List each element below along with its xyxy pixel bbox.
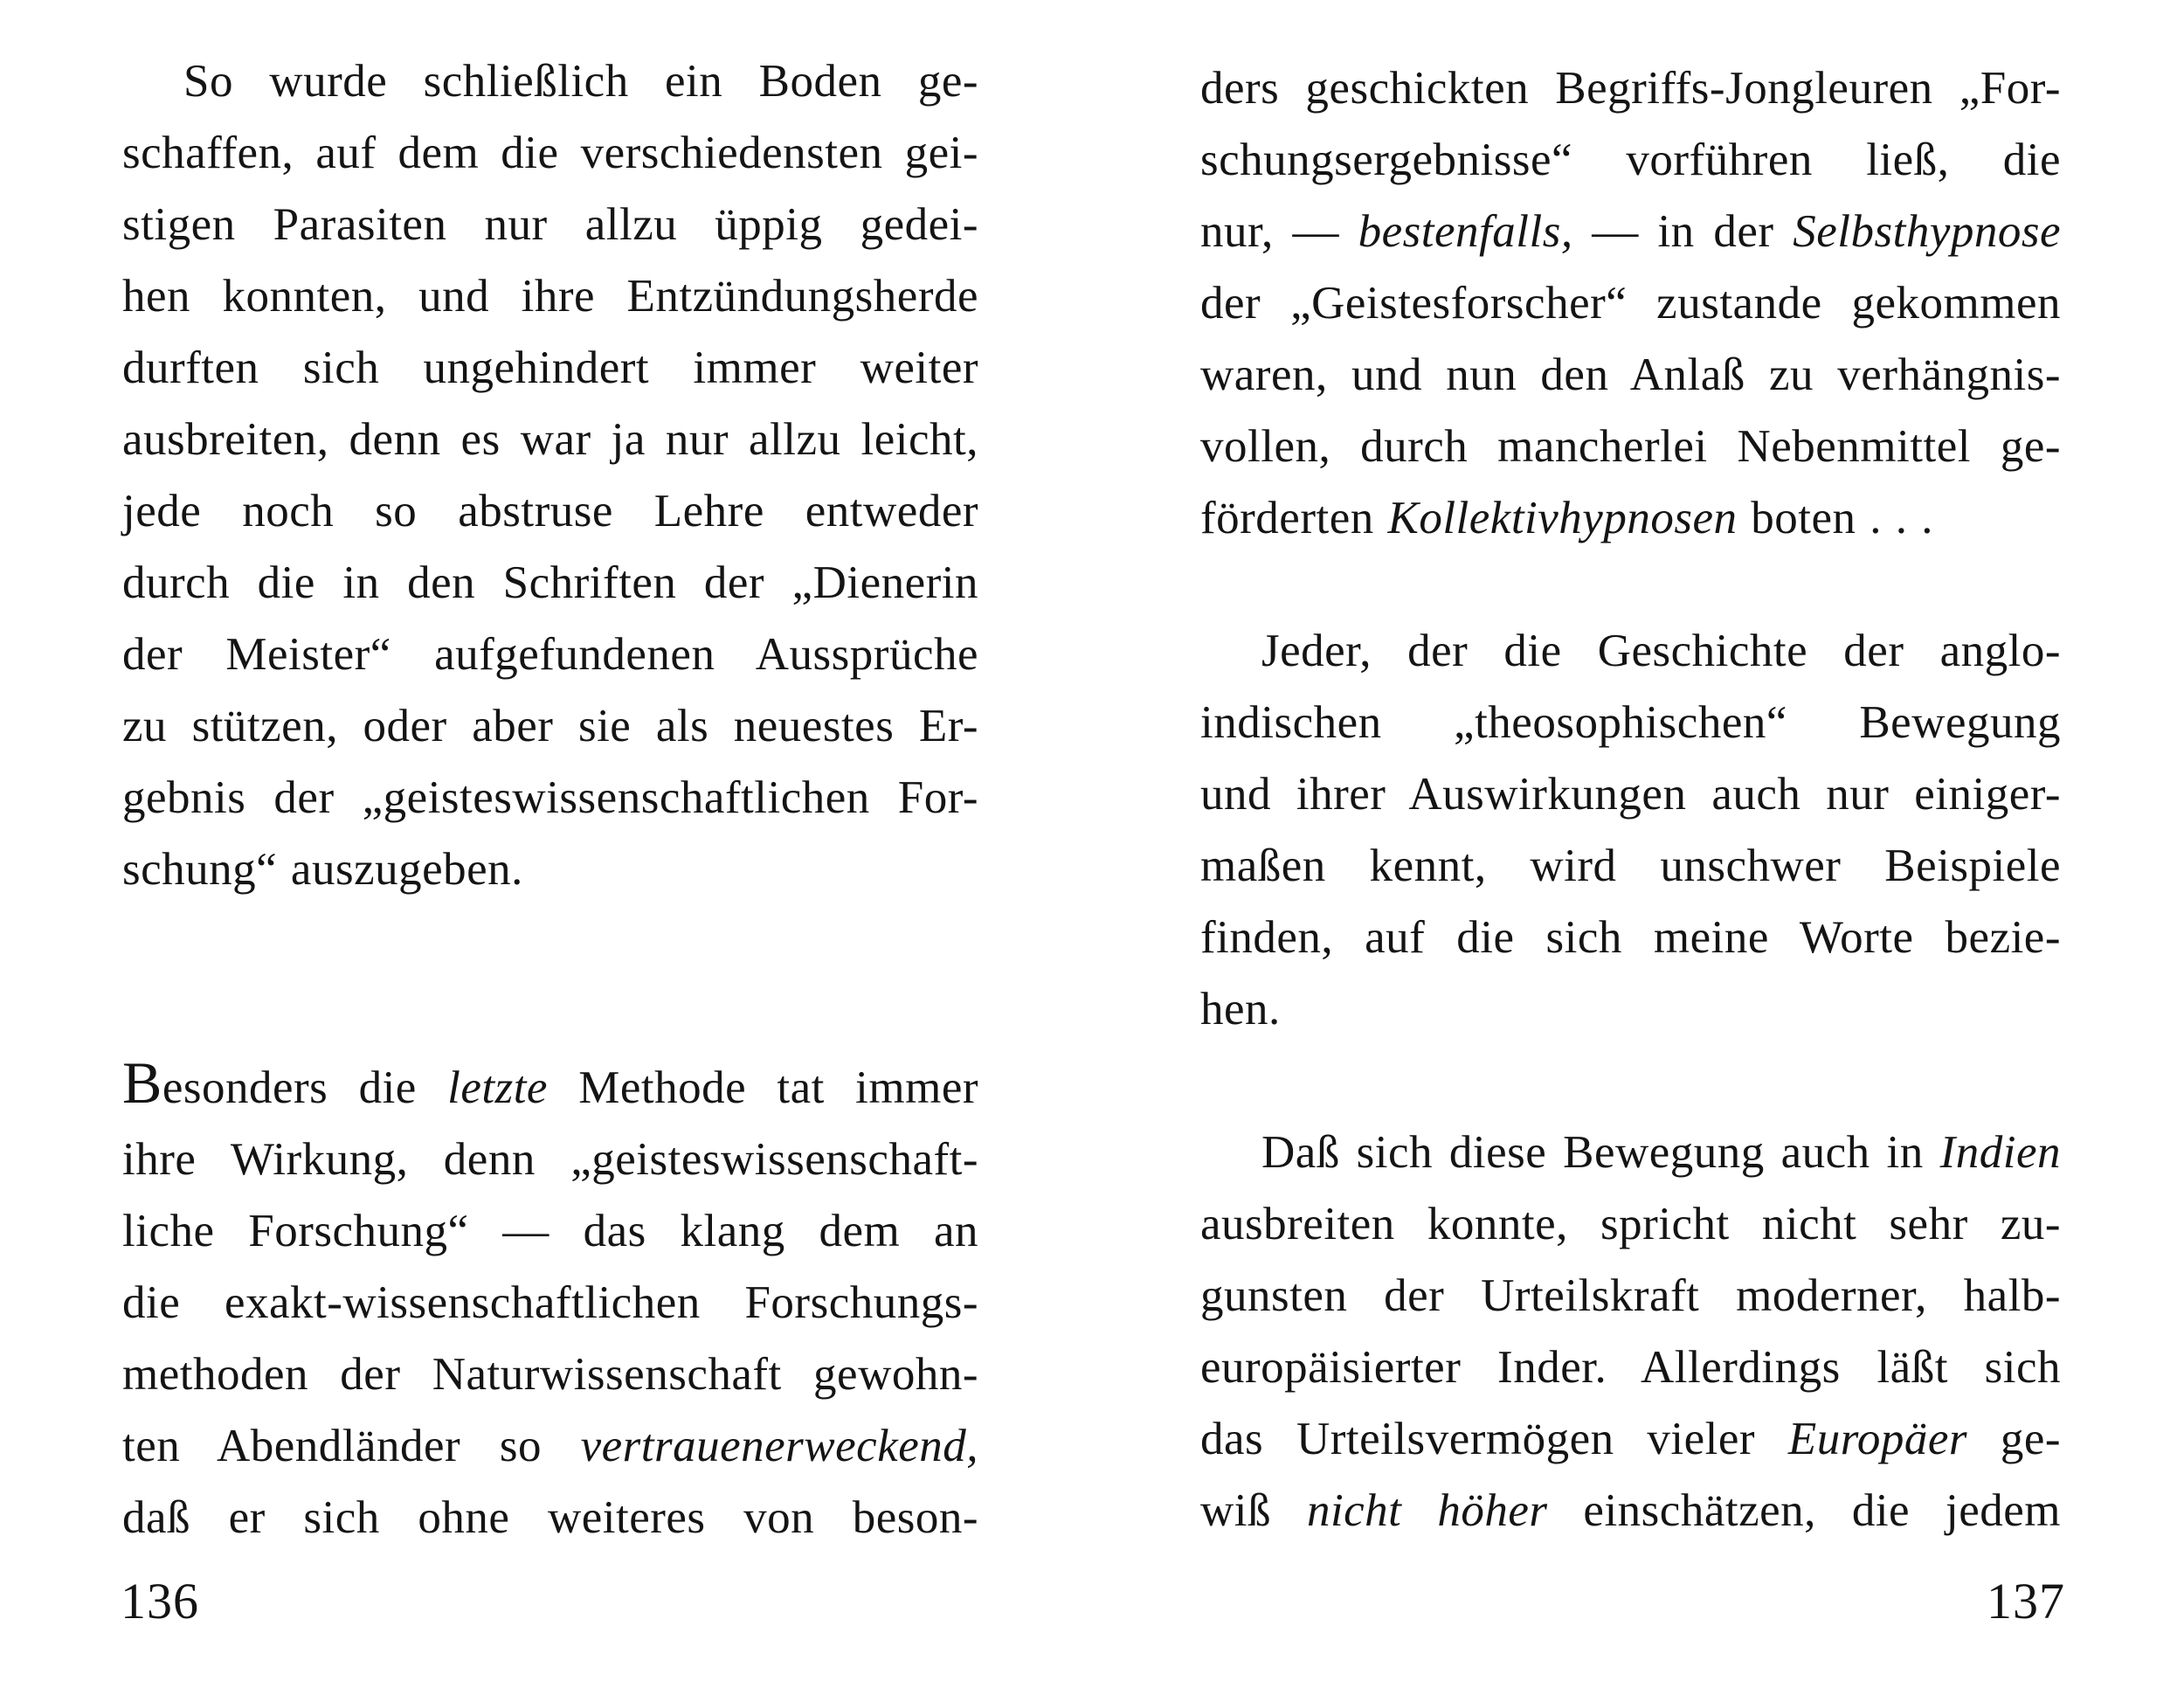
- text-line: der „Geistesforscher“ zustande gekommen: [1200, 278, 2061, 329]
- text-line: gunsten der Urteilskraft moderner, halb-: [1200, 1270, 2061, 1321]
- text-segment: Daß sich diese Bewegung auch in: [1261, 1127, 1940, 1178]
- text-line: maßen kennt, wird unschwer Beispiele: [1200, 841, 2061, 891]
- text-segment: das Urteilsvermögen vieler: [1200, 1414, 1788, 1464]
- text-line: [122, 1410, 978, 1482]
- text-segment: wiß: [1200, 1485, 1307, 1536]
- page-number-right: 137: [1987, 1573, 2065, 1629]
- text-line: schungsergebnisse“ vorführen ließ, die: [1200, 135, 2061, 185]
- emphasis: Indien: [1939, 1127, 2061, 1178]
- left-paragraph-1: [122, 45, 978, 905]
- text-line: und ihrer Auswirkungen auch nur einiger-: [1200, 769, 2061, 820]
- text-line: der Meister“ aufgefundenen Aussprüche: [122, 629, 978, 680]
- text-line: finden, auf die sich meine Worte bezie-: [1200, 912, 2061, 963]
- text-line: die exakt-wissenschaftlichen Forschungs-: [122, 1277, 978, 1328]
- text-line: daß er sich ohne weiteres von beson-: [122, 1492, 978, 1543]
- text-line: methoden der Naturwissenschaft gewohn-: [122, 1349, 978, 1400]
- text-line: indischen „theosophischen“ Bewegung: [1200, 697, 2061, 748]
- text-line: [1200, 1403, 2061, 1475]
- text-segment: Methode tat immer: [547, 1062, 978, 1113]
- text-line: hen konnten, und ihre Entzündungsherde: [122, 271, 978, 322]
- text-line: [1200, 482, 2061, 554]
- text-segment: einschätzen, die jedem: [1547, 1485, 2061, 1536]
- text-line: [1200, 1475, 2061, 1546]
- text-line: [1200, 196, 2061, 267]
- text-line: hen.: [1200, 984, 1281, 1034]
- page-number-left: 136: [121, 1573, 199, 1629]
- right-paragraph-2: [1200, 615, 2061, 1045]
- text-line: schaffen, auf dem die verschiedensten gei-: [122, 128, 978, 178]
- text-segment: esonders die: [162, 1062, 448, 1113]
- emphasis: Selbsthypnose: [1793, 206, 2061, 257]
- text-line: liche Forschung“ — das klang dem an: [122, 1206, 978, 1256]
- left-paragraph-2: [122, 1047, 978, 1553]
- text-line: ausbreiten, denn es war ja nur allzu leicht,: [122, 414, 978, 465]
- text-line: ders geschickten Begriffs-Jongleuren „For-: [1200, 63, 2061, 114]
- text-line: waren, und nun den Anlaß zu verhängnis-: [1200, 349, 2061, 400]
- text-line: jede noch so abstruse Lehre entweder: [122, 486, 978, 536]
- text-segment: ten Abendländer so: [122, 1421, 581, 1471]
- emphasis: vertrauenerweckend,: [580, 1421, 978, 1471]
- right-paragraph-1: [1200, 52, 2061, 554]
- text-line: [122, 1047, 978, 1124]
- text-line: durch die in den Schriften der „Dienerin: [122, 557, 978, 608]
- text-line: stigen Parasiten nur allzu üppig gedei-: [122, 199, 978, 250]
- text-line: schung“ auszugeben.: [122, 844, 523, 895]
- emphasis: Europäer: [1787, 1414, 1968, 1464]
- text-line: ihre Wirkung, denn „geisteswissenschaft-: [122, 1134, 978, 1185]
- text-line: durften sich ungehindert immer weiter: [122, 342, 978, 393]
- text-line: So wurde schließlich ein Boden ge-: [183, 56, 978, 107]
- text-line: Jeder, der die Geschichte der anglo-: [1261, 626, 2061, 676]
- emphasis: letzte: [447, 1062, 548, 1113]
- text-segment: förderten: [1200, 493, 1388, 543]
- text-segment: nur, —: [1200, 206, 1358, 257]
- text-segment: ge-: [1967, 1414, 2061, 1464]
- right-page: [1092, 0, 2184, 1695]
- initial-letter: B: [122, 1049, 162, 1116]
- right-paragraph-3: [1200, 1117, 2061, 1546]
- emphasis: bestenfalls,: [1358, 206, 1573, 257]
- text-line: europäisierter Inder. Allerdings läßt sich: [1200, 1342, 2061, 1393]
- text-line: [1200, 1117, 2061, 1188]
- text-line: gebnis der „geisteswissenschaftlichen For-: [122, 772, 978, 823]
- emphasis: Kollektivhypnosen: [1387, 493, 1738, 543]
- text-line: vollen, durch mancherlei Nebenmittel ge-: [1200, 421, 2061, 472]
- text-line: ausbreiten konnte, spricht nicht sehr zu-: [1200, 1199, 2061, 1249]
- text-segment: — in der: [1572, 206, 1794, 257]
- text-line: zu stützen, oder aber sie als neuestes Er-: [122, 701, 978, 751]
- emphasis: nicht höher: [1306, 1485, 1548, 1536]
- text-segment: boten . . .: [1737, 493, 1933, 543]
